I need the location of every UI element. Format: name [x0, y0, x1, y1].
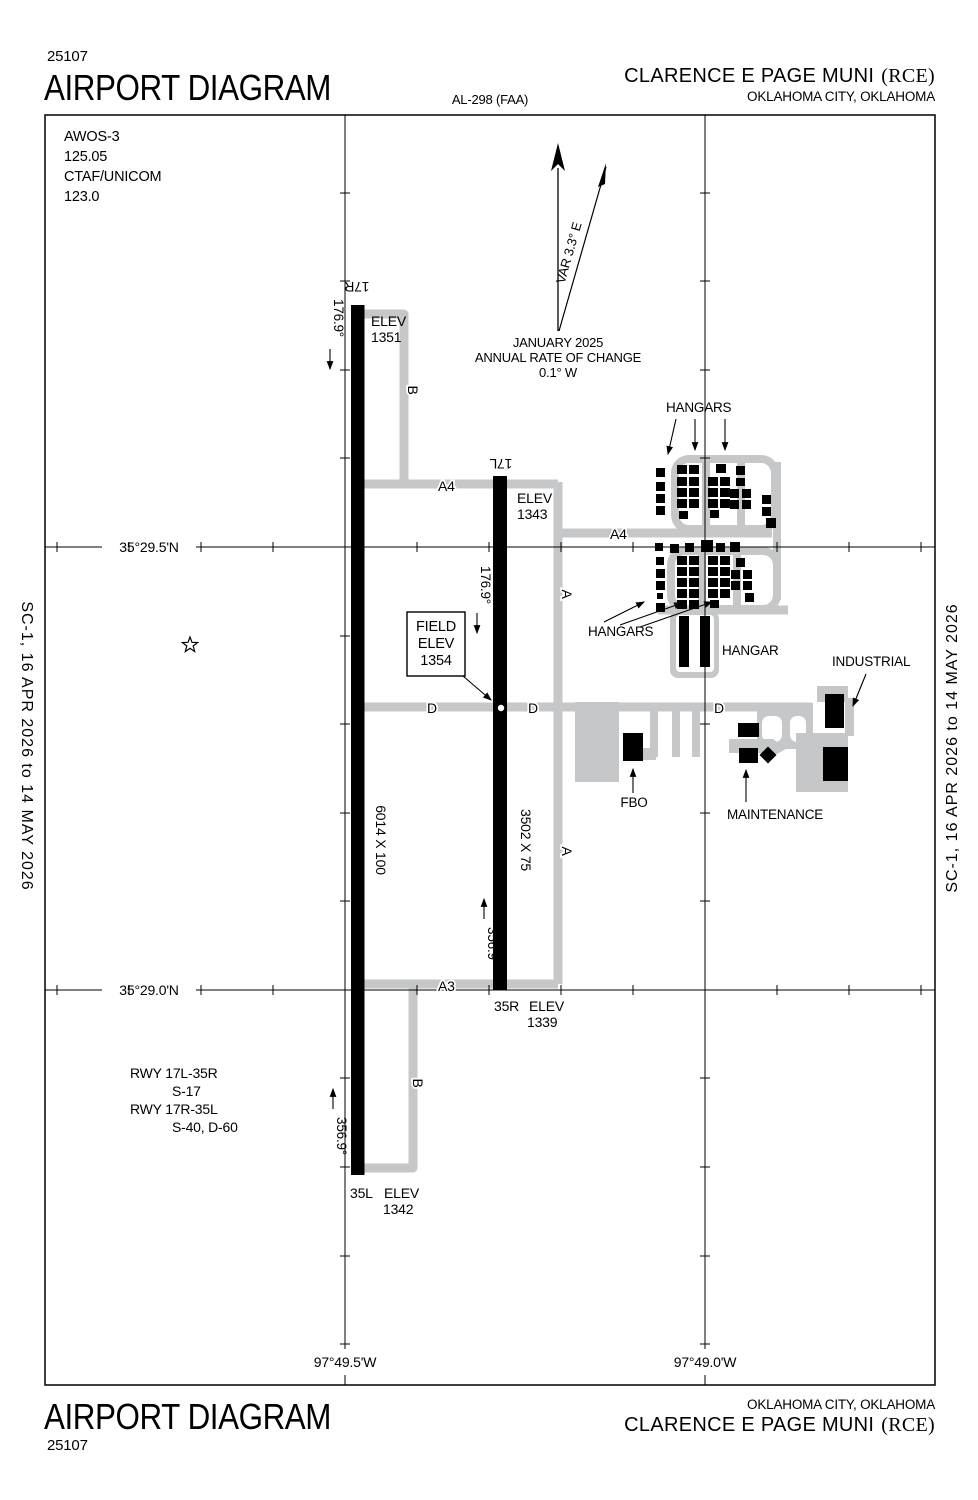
hangar-building-square [720, 488, 730, 497]
hangar-building-square [656, 482, 665, 491]
page-title-bottom: AIRPORT DIAGRAM [44, 1396, 331, 1437]
fbo-apron [575, 702, 619, 782]
hangar-building-square [701, 540, 713, 552]
industrial-link-lane [845, 698, 854, 736]
hangar-building-square [655, 543, 663, 551]
airport-city-bottom: OKLAHOMA CITY, OKLAHOMA [747, 1397, 935, 1412]
hangar-building-square [670, 544, 679, 553]
hangar-building-square [679, 511, 688, 519]
maintenance-building-1 [738, 723, 759, 737]
latitude-label-bottom: 35°29.0'N [119, 982, 179, 998]
fbo-building [623, 733, 643, 761]
hangar-building-square [677, 567, 687, 576]
hangar-building-square [708, 556, 718, 565]
magvar-date: JANUARY 2025 [512, 335, 604, 350]
hangar-building-square [689, 488, 699, 497]
hangar-building-square [656, 494, 665, 503]
runways [351, 305, 507, 1175]
map-labels [330, 279, 724, 1217]
hangar-building-square [730, 542, 740, 552]
heading-35l-label: 356.9° [334, 1117, 349, 1155]
hangar-building-square [708, 578, 718, 587]
airport-beacon-star-icon [182, 637, 197, 652]
hangar-building-square [720, 556, 730, 565]
hangar-building-square [689, 600, 699, 609]
hangar-building-square [745, 593, 754, 602]
hangar-building-square [689, 556, 699, 565]
field-elevation-point [498, 705, 504, 711]
industrial-building-2 [823, 747, 848, 781]
hangar-label: HANGAR [722, 643, 779, 658]
hangar-building-square [689, 578, 699, 587]
runway-data-line1: RWY 17L-35R [130, 1065, 218, 1081]
runway-elev-17r-label: ELEV [371, 313, 406, 329]
hangar-building-square [677, 578, 687, 587]
taxiway-label-a3: A3 [438, 978, 455, 994]
comm-awos: AWOS-3 [64, 129, 120, 145]
taxiway-label-d-mid: D [528, 700, 538, 716]
heading-17r [330, 299, 346, 369]
hangar-building-square [708, 488, 718, 497]
runway-elev-35l-label: ELEV [384, 1185, 419, 1201]
taxiway-label-d-west: D [427, 700, 437, 716]
heading-35r-label: 356.9° [485, 927, 500, 965]
runway-elev-35r-label: ELEV [529, 998, 564, 1014]
hangar-building-square [677, 465, 687, 474]
runway-dims-long: 6014 X 100 [373, 805, 389, 875]
industrial-arrow [853, 674, 866, 706]
field-elev-line2: ELEV [417, 636, 455, 652]
comm-awos-freq: 125.05 [64, 149, 108, 165]
runway-dims-short: 3502 X 75 [518, 808, 534, 872]
runway-id-17r: 17R [344, 279, 370, 295]
hangar-building-square [677, 589, 687, 598]
airport-name-bottom [624, 1414, 935, 1436]
airport-name-bottom-text: CLARENCE E PAGE MUNI [624, 1414, 875, 1436]
hangar-building-square [762, 495, 771, 504]
magvar-rate-value: 0.1° W [539, 365, 577, 380]
runway-elev-35l-value: 1342 [383, 1201, 414, 1217]
page-title-top: AIRPORT DIAGRAM [44, 67, 331, 108]
hangar-building-square [736, 466, 745, 475]
hangar-building-square [766, 518, 776, 528]
hangar-building-square [656, 506, 665, 515]
hangar-building-square [731, 581, 740, 590]
hangar-building-square [720, 499, 730, 508]
heading-17l [477, 566, 493, 633]
hangar-building-square [710, 600, 719, 608]
margin-note-left: SC-1, 16 APR 2026 to 14 MAY 2026 [18, 601, 35, 891]
taxiway-label-a-lower: A [559, 846, 575, 856]
heading-35l [333, 1089, 349, 1155]
hangar-building-square [743, 581, 752, 590]
variation-arrow-head [598, 163, 606, 187]
compass-rose [475, 143, 642, 380]
hangar-building-square [720, 578, 730, 587]
airport-icao-text: (RCE) [881, 65, 935, 87]
hangar-building-square [708, 477, 718, 486]
hangar-building-square [708, 567, 718, 576]
comm-ctaf: CTAF/UNICOM [64, 169, 162, 185]
hangar-building-square [762, 507, 771, 516]
hangars-top-label: HANGARS [666, 400, 732, 415]
runway-id-17l: 17L [489, 456, 513, 472]
big-hangar-building-2 [700, 616, 710, 667]
airport-city-top: OKLAHOMA CITY, OKLAHOMA [747, 89, 935, 104]
hangar-building-square [657, 593, 663, 599]
taxiway-network [357, 314, 854, 1168]
latitude-label-top: 35°29.5'N [119, 539, 179, 555]
field-elevation-box [407, 612, 491, 700]
hangar-building-square [677, 556, 687, 565]
field-elev-line1: FIELD [415, 619, 457, 635]
runway-id-35l: 35L [350, 1185, 373, 1201]
longitude-label-right: 97°49.0'W [673, 1354, 737, 1370]
hangar-building-square [708, 589, 718, 598]
longitude-label-left: 97°49.5'W [313, 1354, 377, 1370]
hangar-building-square [656, 557, 664, 565]
hangar-building-square [689, 465, 699, 474]
heading-17r-label: 176.9° [331, 299, 346, 337]
maintenance-label: MAINTENANCE [727, 807, 824, 822]
hangar-building-square [708, 499, 718, 508]
hangar-building-square [677, 488, 687, 497]
hangar-building-square [710, 510, 719, 518]
airport-name-text: CLARENCE E PAGE MUNI [624, 65, 875, 87]
hangar-building-square [736, 558, 745, 567]
variation-label: VAR 3.3° E [552, 220, 585, 286]
hangar-building-square [716, 464, 726, 473]
airport-icao-bottom-text: (RCE) [881, 1414, 935, 1436]
hangars-mid-label: HANGARS [588, 624, 654, 639]
runway-id-35r: 35R [494, 998, 520, 1014]
industrial-building-1 [825, 694, 844, 728]
hangar-building-square [716, 543, 725, 552]
runway-elev-17l-label: ELEV [517, 490, 552, 506]
fbo-label: FBO [620, 795, 648, 810]
field-elev-arrow [463, 676, 491, 700]
comm-info [64, 129, 161, 205]
field-elev-value: 1354 [420, 653, 452, 669]
taxiway-b-lower [360, 988, 413, 1168]
hangar-building-square [731, 570, 740, 579]
runway-data-block [130, 1065, 238, 1135]
hangar-building-square [677, 499, 687, 508]
hangar-building-square [685, 543, 694, 552]
maintenance-building-2 [739, 748, 758, 763]
hangar-building-square [656, 468, 665, 477]
taxiway-label-b-lower: B [410, 1078, 426, 1088]
hangar-building-square [689, 499, 699, 508]
airport-name-top [624, 65, 935, 87]
hangar-building-square [720, 589, 730, 598]
taxiway-label-d-east: D [714, 700, 724, 716]
chart-number-bottom: 25107 [47, 1437, 88, 1454]
taxiway-label-b-upper: B [405, 385, 421, 395]
hangar-building-square [689, 477, 699, 486]
procedure-id: AL-298 (FAA) [451, 92, 529, 107]
magvar-rate-label: ANNUAL RATE OF CHANGE [474, 350, 642, 365]
hangar-building-square [742, 489, 751, 498]
hangar-building-square [689, 589, 699, 598]
north-arrow-head [551, 143, 565, 171]
hangar-building-square [730, 500, 739, 509]
taxiway-label-a4-west: A4 [438, 478, 455, 494]
margin-note-right: SC-1, 16 APR 2026 to 14 MAY 2026 [944, 603, 961, 893]
hangar-building-square [743, 570, 752, 579]
runway-17r-35l [351, 305, 365, 1175]
runway-elev-17r-value: 1351 [371, 329, 402, 345]
hangar-building-square [677, 477, 687, 486]
runway-17l-35r [493, 476, 507, 990]
d-east-notch-1 [762, 716, 782, 742]
chart-number-top: 25107 [47, 48, 88, 65]
hangars-top-arrow-1 [668, 419, 676, 454]
heading-17l-label: 176.9° [478, 566, 493, 604]
hangar-building-square [720, 567, 730, 576]
runway-data-line4: S-40, D-60 [172, 1119, 238, 1135]
hangar-building-square [656, 581, 665, 590]
hangar-building-square [742, 500, 751, 509]
taxiway-label-a4-east: A4 [610, 526, 627, 542]
runway-data-line3: RWY 17R-35L [130, 1101, 218, 1117]
hangar-building-square [656, 569, 665, 578]
taxiway-label-a-upper: A [559, 589, 575, 599]
runway-data-line2: S-17 [172, 1083, 201, 1099]
runway-elev-35r-value: 1339 [527, 1014, 558, 1030]
big-hangar-building-1 [679, 616, 689, 667]
hangar-building-square [689, 567, 699, 576]
industrial-label: INDUSTRIAL [832, 654, 911, 669]
fbo-apron-stub [642, 748, 656, 760]
runway-elev-17l-value: 1343 [517, 506, 548, 522]
comm-ctaf-freq: 123.0 [64, 189, 100, 205]
hangar-building-square [736, 478, 745, 486]
graticule-ticks [57, 193, 921, 1344]
hangar-building-square [720, 477, 730, 486]
hangar-building-square [730, 489, 739, 498]
